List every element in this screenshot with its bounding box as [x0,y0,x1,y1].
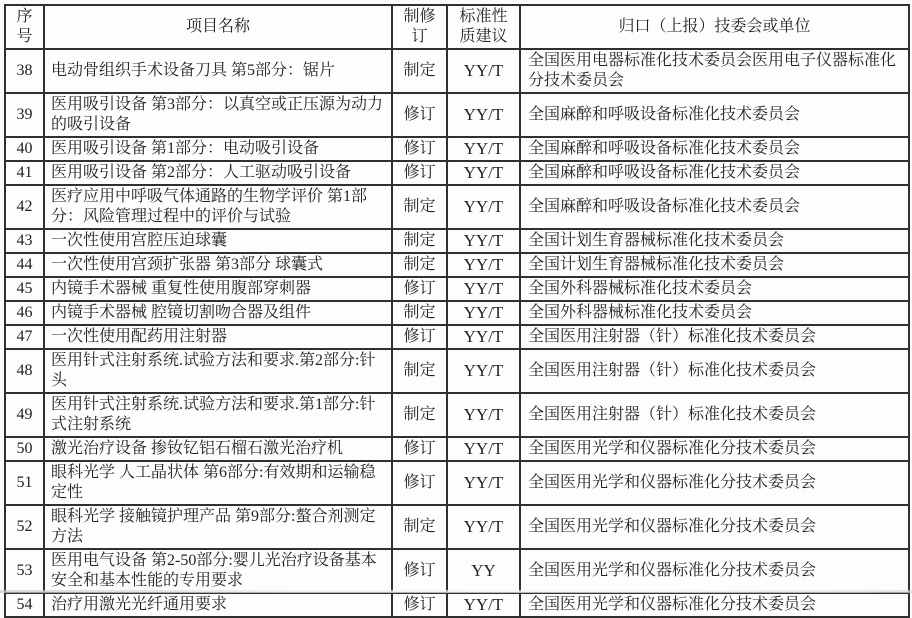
committee-cell: 全国麻醉和呼吸设备标准化技术委员会 [520,137,909,161]
nature-cell: YY/T [447,253,520,277]
serial-cell: 39 [5,93,44,137]
nature-cell: YY/T [447,137,520,161]
nature-cell: YY/T [447,301,520,325]
serial-cell: 48 [5,349,44,393]
committee-cell: 全国医用注射器（针）标准化技术委员会 [520,349,909,393]
project-name-cell: 医用吸引设备 第3部分：以真空或正压源为动力的吸引设备 [44,93,392,137]
table-row [5,393,909,437]
revision-cell: 制定 [392,349,447,393]
project-name-cell: 一次性使用宫腔压迫球囊 [44,229,392,253]
serial-cell: 52 [5,505,44,549]
serial-cell: 50 [5,437,44,461]
nature-cell: YY/T [447,437,520,461]
project-name-cell: 一次性使用宫颈扩张器 第3部分 球囊式 [44,253,392,277]
project-name-cell: 激光治疗设备 掺钕钇铝石榴石激光治疗机 [44,437,392,461]
table-row [5,49,909,93]
committee-cell: 全国计划生育器械标准化技术委员会 [520,253,909,277]
header-nature [447,5,520,49]
serial-cell: 38 [5,49,44,93]
header-committee-label: 归口（上报）技委会或单位 [618,18,811,35]
project-name-cell: 内镜手术器械 重复性使用腹部穿刺器 [44,277,392,301]
header-serial-label: 序号 [16,8,33,45]
revision-cell: 修订 [392,277,447,301]
serial-cell: 40 [5,137,44,161]
committee-cell: 全国麻醉和呼吸设备标准化技术委员会 [520,161,909,185]
project-name-cell: 医用电气设备 第2-50部分:婴儿光治疗设备基本安全和基本性能的专用要求 [44,549,392,593]
nature-cell: YY/T [447,593,520,617]
nature-cell: YY/T [447,393,520,437]
project-name-cell: 眼科光学 人工晶状体 第6部分:有效期和运输稳定性 [44,461,392,505]
committee-cell: 全国医用光学和仪器标准化分技术委员会 [520,549,909,593]
project-name-cell: 眼科光学 接触镜护理产品 第9部分:螯合剂测定方法 [44,505,392,549]
project-name-cell: 医用吸引设备 第1部分：电动吸引设备 [44,137,392,161]
nature-cell: YY/T [447,49,520,93]
revision-cell: 制定 [392,229,447,253]
table-row [5,253,909,277]
revision-cell: 制定 [392,185,447,229]
table-row [5,505,909,549]
revision-cell: 修订 [392,93,447,137]
serial-cell: 44 [5,253,44,277]
serial-cell: 49 [5,393,44,437]
serial-cell: 41 [5,161,44,185]
header-project-name [44,5,392,49]
revision-cell: 制定 [392,253,447,277]
revision-cell: 制定 [392,49,447,93]
nature-cell: YY/T [447,185,520,229]
table-row [5,349,909,393]
revision-cell: 修订 [392,461,447,505]
nature-cell: YY/T [447,229,520,253]
table-row [5,593,909,617]
nature-cell: YY/T [447,461,520,505]
standards-table [4,4,910,618]
project-name-cell: 一次性使用配药用注射器 [44,325,392,349]
project-name-cell: 医用针式注射系统.试验方法和要求.第1部分:针式注射系统 [44,393,392,437]
project-name-cell: 治疗用激光光纤通用要求 [44,593,392,617]
table-row [5,277,909,301]
header-revision [392,5,447,49]
nature-cell: YY/T [447,505,520,549]
serial-cell: 51 [5,461,44,505]
revision-cell: 制定 [392,301,447,325]
nature-cell: YY/T [447,325,520,349]
committee-cell: 全国麻醉和呼吸设备标准化技术委员会 [520,185,909,229]
committee-cell: 全国计划生育器械标准化技术委员会 [520,229,909,253]
committee-cell: 全国医用注射器（针）标准化技术委员会 [520,393,909,437]
table-row [5,185,909,229]
serial-cell: 43 [5,229,44,253]
revision-cell: 修订 [392,325,447,349]
revision-cell: 修订 [392,593,447,617]
table-row [5,549,909,593]
nature-cell: YY [447,549,520,593]
serial-cell: 46 [5,301,44,325]
serial-cell: 45 [5,277,44,301]
table-row [5,437,909,461]
serial-cell: 42 [5,185,44,229]
nature-cell: YY/T [447,161,520,185]
committee-cell: 全国医用光学和仪器标准化分技术委员会 [520,437,909,461]
table-row [5,325,909,349]
committee-cell: 全国医用光学和仪器标准化分技术委员会 [520,593,909,617]
revision-cell: 制定 [392,393,447,437]
committee-cell: 全国外科器械标准化技术委员会 [520,301,909,325]
project-name-cell: 电动骨组织手术设备刀具 第5部分：锯片 [44,49,392,93]
nature-cell: YY/T [447,349,520,393]
header-serial [5,5,44,49]
table-row [5,161,909,185]
committee-cell: 全国麻醉和呼吸设备标准化技术委员会 [520,93,909,137]
header-revision-label: 制修订 [403,8,436,45]
header-committee [520,5,909,49]
committee-cell: 全国医用电器标准化技术委员会医用电子仪器标准化分技术委员会 [520,49,909,93]
header-row [5,5,909,49]
revision-cell: 修订 [392,161,447,185]
project-name-cell: 内镜手术器械 腔镜切割吻合器及组件 [44,301,392,325]
nature-cell: YY/T [447,277,520,301]
header-nature-label: 标准性质建议 [459,8,508,45]
nature-cell: YY/T [447,93,520,137]
table-row [5,137,909,161]
table-row [5,461,909,505]
revision-cell: 修订 [392,137,447,161]
project-name-cell: 医用针式注射系统.试验方法和要求.第2部分:针头 [44,349,392,393]
committee-cell: 全国医用光学和仪器标准化分技术委员会 [520,505,909,549]
committee-cell: 全国医用光学和仪器标准化分技术委员会 [520,461,909,505]
serial-cell: 54 [5,593,44,617]
serial-cell: 53 [5,549,44,593]
project-name-cell: 医疗应用中呼吸气体通路的生物学评价 第1部分：风险管理过程中的评价与试验 [44,185,392,229]
committee-cell: 全国医用注射器（针）标准化技术委员会 [520,325,909,349]
header-project-name-label: 项目名称 [185,18,250,35]
serial-cell: 47 [5,325,44,349]
revision-cell: 修订 [392,549,447,593]
table-row [5,93,909,137]
project-name-cell: 医用吸引设备 第2部分：人工驱动吸引设备 [44,161,392,185]
committee-cell: 全国外科器械标准化技术委员会 [520,277,909,301]
table-row [5,301,909,325]
revision-cell: 修订 [392,437,447,461]
table-row [5,229,909,253]
revision-cell: 制定 [392,505,447,549]
